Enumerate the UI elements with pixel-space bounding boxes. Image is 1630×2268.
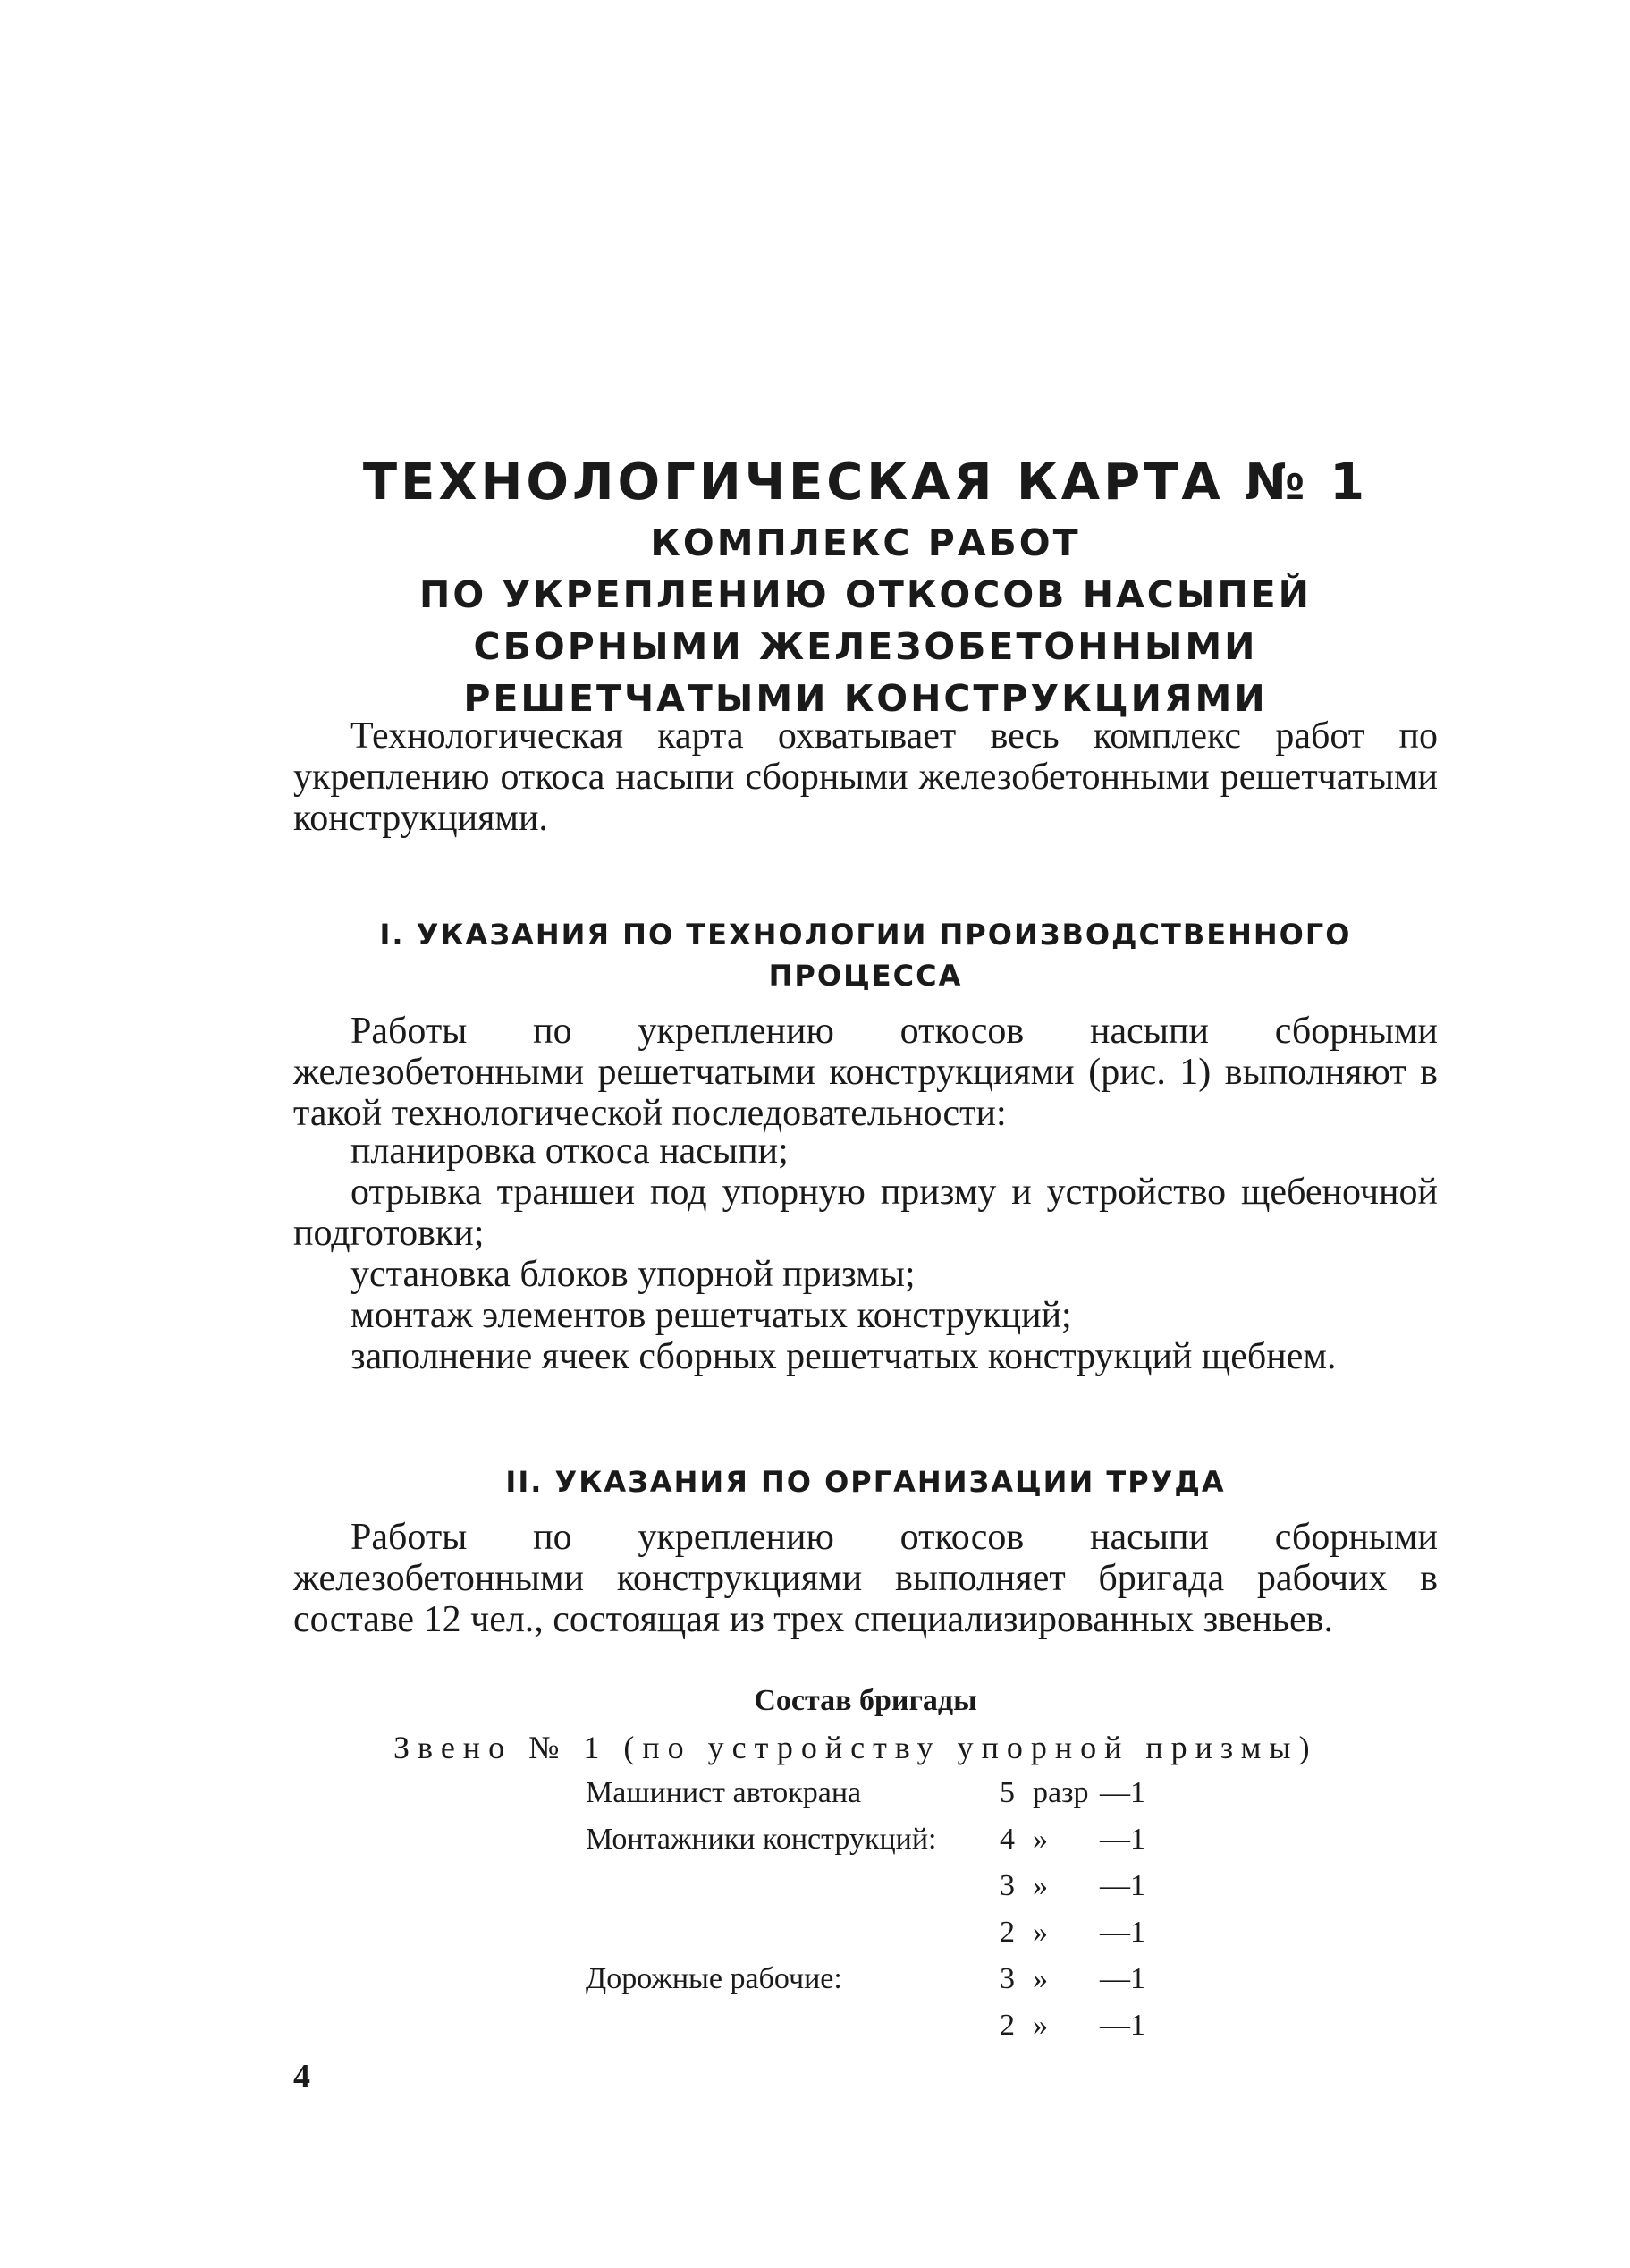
crew-role: Монтажники конструкций:: [586, 1823, 937, 1856]
process-step: заполнение ячеек сборных решетчатых конструкций щебнем.: [350, 1336, 1337, 1377]
process-step: планировка откоса насыпи;: [350, 1130, 789, 1172]
crew-count: —1: [1100, 1869, 1145, 1902]
crew-grade: 5: [1000, 1776, 1015, 1809]
intro-paragraph: Технологическая карта охватывает весь комплекс работ по укреплению откоса насыпи сборными железобетонными решетчатыми конструкциями.: [293, 715, 1438, 839]
document-title: ТЕХНОЛОГИЧЕСКАЯ КАРТА № 1: [362, 453, 1369, 512]
crew-grade-unit: »: [1033, 1916, 1048, 1949]
section-1-heading-line: I. УКАЗАНИЯ ПО ТЕХНОЛОГИИ ПРОИЗВОДСТВЕННОГО: [379, 918, 1352, 952]
crew-grade: 3: [1000, 1869, 1015, 1902]
process-step: отрывка траншеи под упорную призму и устройство щебеночной подготовки;: [293, 1172, 1438, 1254]
subtitle-line: СБОРНЫМИ ЖЕЛЕЗОБЕТОННЫМИ: [473, 625, 1258, 668]
crew-unit-title: Звено № 1 (по устройству упорной призмы): [393, 1730, 1318, 1765]
subtitle-line: ПО УКРЕПЛЕНИЮ ОТКОСОВ НАСЫПЕЙ: [419, 573, 1312, 616]
section-1-heading: [293, 914, 1438, 996]
crew-count: —1: [1100, 1776, 1145, 1809]
crew-heading: Состав бригады: [754, 1684, 977, 1717]
crew-grade: 3: [1000, 1962, 1015, 1995]
section-1-paragraph: Работы по укреплению откосов насыпи сборными железобетонными решетчатыми конструкциями (рис. 1) выполняют в такой технологической последовательности:: [293, 1011, 1438, 1134]
crew-grade: 2: [1000, 1916, 1015, 1949]
crew-grade-unit: »: [1033, 1823, 1048, 1856]
document-subtitle: [293, 517, 1438, 724]
crew-role: Машинист автокрана: [586, 1776, 862, 1809]
crew-count: —1: [1100, 2009, 1145, 2042]
page-number: 4: [293, 2058, 310, 2095]
crew-count: —1: [1100, 1823, 1145, 1856]
crew-count: —1: [1100, 1962, 1145, 1995]
crew-count: —1: [1100, 1916, 1145, 1949]
crew-grade-unit: разр: [1033, 1776, 1089, 1809]
section-1-heading-line: ПРОЦЕССА: [768, 959, 963, 993]
subtitle-line: КОМПЛЕКС РАБОТ: [650, 521, 1081, 564]
crew-grade-unit: »: [1033, 2009, 1048, 2042]
crew-grade: 2: [1000, 2009, 1015, 2042]
process-step: установка блоков упорной призмы;: [350, 1254, 916, 1295]
section-2-heading: II. УКАЗАНИЯ ПО ОРГАНИЗАЦИИ ТРУДА: [505, 1465, 1226, 1499]
subtitle-line: РЕШЕТЧАТЫМИ КОНСТРУКЦИЯМИ: [463, 677, 1268, 720]
process-step: монтаж элементов решетчатых конструкций;: [350, 1295, 1072, 1336]
crew-grade-unit: »: [1033, 1962, 1048, 1995]
crew-grade-unit: »: [1033, 1869, 1048, 1902]
crew-role: Дорожные рабочие:: [586, 1962, 842, 1995]
section-2-paragraph: Работы по укреплению откосов насыпи сборными железобетонными конструкциями выполняет бригада рабочих в составе 12 чел., состоящая из трех специализированных звеньев.: [293, 1517, 1438, 1640]
crew-grade: 4: [1000, 1823, 1015, 1856]
